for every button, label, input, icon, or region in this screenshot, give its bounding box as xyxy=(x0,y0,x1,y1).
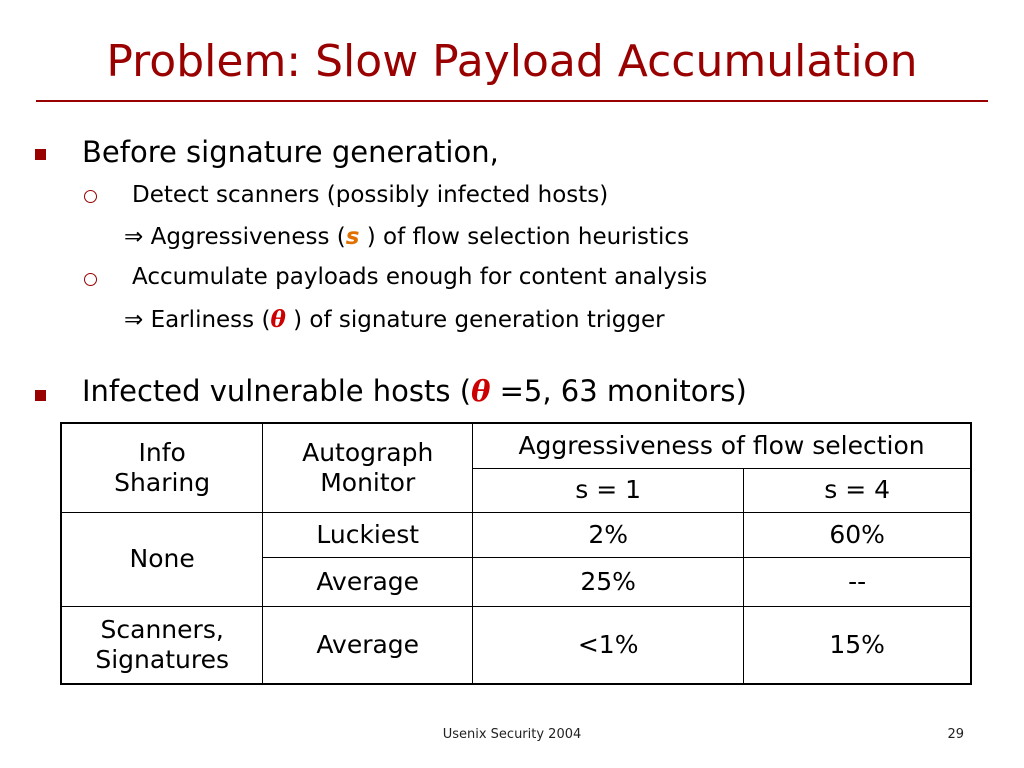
sub-bullet-detect-scanners: Detect scanners (possibly infected hosts) xyxy=(132,182,609,208)
page-number: 29 xyxy=(947,727,964,742)
cell-monitor: Luckiest xyxy=(263,512,473,557)
implication-earliness: ⇒ Earliness (θ ) of signature generation trigger xyxy=(124,306,665,333)
implication-aggressiveness: ⇒ Aggressiveness (s ) of flow selection heuristics xyxy=(124,224,690,250)
cell-monitor: Average xyxy=(263,606,473,684)
sub-bullet-circle-icon xyxy=(84,273,97,286)
sub-bullet-circle-icon xyxy=(84,190,97,203)
bullet-before-signature: Before signature generation, xyxy=(82,135,499,169)
header-s4: s = 4 xyxy=(744,468,971,512)
cell-monitor: Average xyxy=(263,557,473,606)
title-underline xyxy=(36,100,988,102)
table-row xyxy=(61,606,971,684)
bullet-infected-hosts: Infected vulnerable hosts (θ =5, 63 monitors) xyxy=(82,374,747,408)
symbol-theta: θ xyxy=(471,374,491,408)
cell-info-scanners: Scanners, Signatures xyxy=(61,606,263,684)
symbol-theta: θ xyxy=(270,306,286,333)
sub-bullet-accumulate-payloads: Accumulate payloads enough for content analysis xyxy=(132,264,708,290)
bullet-square-icon xyxy=(35,390,46,401)
implies-arrow-icon: ⇒ xyxy=(124,224,144,250)
cell-s1: <1% xyxy=(473,606,744,684)
cell-info-none: None xyxy=(61,512,263,606)
results-table xyxy=(60,422,972,685)
cell-s1: 25% xyxy=(473,557,744,606)
cell-s4: 15% xyxy=(744,606,971,684)
footer-conference: Usenix Security 2004 xyxy=(442,727,582,742)
table-row xyxy=(61,512,971,557)
header-aggressiveness: Aggressiveness of flow selection xyxy=(473,423,971,468)
cell-s1: 2% xyxy=(473,512,744,557)
header-info-sharing: Info Sharing xyxy=(61,423,263,512)
slide-title: Problem: Slow Payload Accumulation xyxy=(106,36,918,87)
cell-s4: -- xyxy=(744,557,971,606)
bullet-square-icon xyxy=(35,149,46,160)
header-autograph-monitor: Autograph Monitor xyxy=(263,423,473,512)
header-s1: s = 1 xyxy=(473,468,744,512)
implies-arrow-icon: ⇒ xyxy=(124,307,144,333)
cell-s4: 60% xyxy=(744,512,971,557)
symbol-s: s xyxy=(345,224,360,250)
